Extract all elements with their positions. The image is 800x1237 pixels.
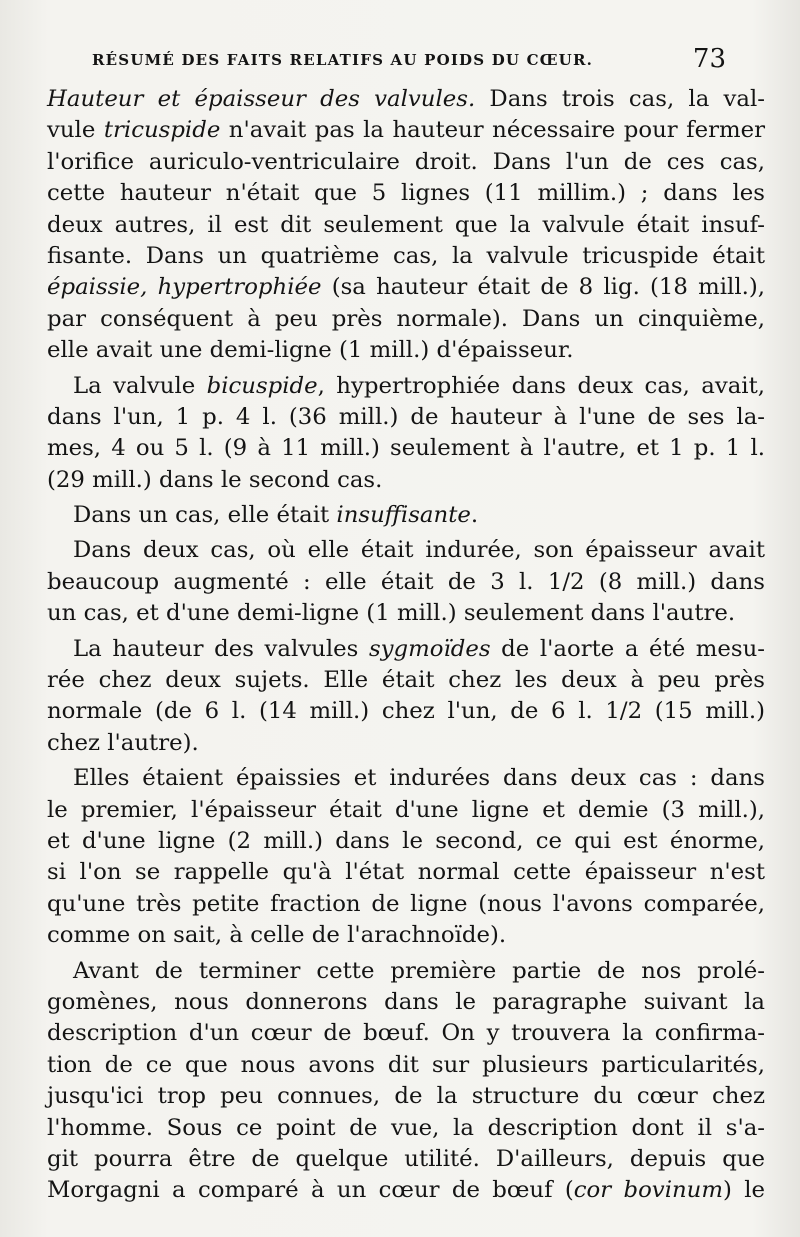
text-segment: dans l'un, 1 p. 4 l. (36 mill.) de hauteur à l'une de ses la- bbox=[47, 403, 765, 430]
text-segment: tion de ce que nous avons dit sur plusieurs particularités, bbox=[47, 1051, 765, 1078]
text-line bbox=[47, 500, 765, 531]
text-line bbox=[47, 696, 765, 727]
text-segment: Dans trois cas, la val- bbox=[475, 86, 765, 112]
text-segment: fisante. Dans un quatrième cas, la valvule tricuspide était bbox=[47, 242, 765, 269]
text-line bbox=[47, 147, 765, 178]
text-segment: description d'un cœur de bœuf. On y trouvera la confirma- bbox=[47, 1020, 765, 1047]
text-line bbox=[47, 857, 765, 888]
text-segment: comme on sait, à celle de l'arachnoïde). bbox=[47, 922, 507, 949]
text-line bbox=[47, 402, 765, 433]
text-line bbox=[47, 826, 765, 857]
running-head bbox=[92, 44, 726, 76]
text-line bbox=[47, 84, 765, 115]
text-segment: . bbox=[470, 502, 479, 529]
italic-text: épaissie, hypertrophiée bbox=[47, 274, 322, 301]
text-segment: Dans deux cas, où elle était indurée, son épaisseur avait bbox=[73, 537, 765, 564]
text-line bbox=[47, 920, 765, 951]
text-line bbox=[47, 371, 765, 402]
text-segment: le premier, l'épaisseur était d'une ligne et demie (3 mill.), bbox=[47, 796, 765, 823]
text-line bbox=[47, 304, 765, 335]
italic-text: insuffisante bbox=[336, 502, 471, 529]
text-line bbox=[47, 1081, 765, 1112]
text-segment: rée chez deux sujets. Elle était chez les deux à peu près bbox=[47, 667, 765, 694]
text-line bbox=[47, 210, 765, 241]
text-segment: elle avait une demi-ligne (1 mill.) d'épaisseur. bbox=[47, 337, 574, 364]
italic-text: bicuspide bbox=[206, 372, 318, 399]
text-line bbox=[47, 987, 765, 1018]
text-segment: , hypertrophiée dans deux cas, avait, bbox=[317, 372, 766, 399]
text-line bbox=[47, 956, 765, 987]
text-segment: et d'une ligne (2 mill.) dans le second, ce qui est énorme, bbox=[47, 827, 765, 854]
text-segment: l'orifice auriculo-ventriculaire droit. Dans l'un de ces cas, bbox=[47, 148, 765, 175]
text-segment: par conséquent à peu près normale). Dans un cinquième, bbox=[47, 305, 765, 332]
text-segment: git pourra être de quelque utilité. D'ailleurs, depuis que bbox=[47, 1145, 765, 1172]
text-line bbox=[47, 115, 765, 146]
text-segment: mes, 4 ou 5 l. (9 à 11 mill.) seulement à l'autre, et 1 p. 1 l. bbox=[47, 435, 765, 462]
text-line bbox=[47, 1018, 765, 1049]
text-segment: vule bbox=[47, 117, 104, 144]
text-line bbox=[47, 567, 765, 598]
text-line bbox=[47, 535, 765, 566]
italic-text: cor bovinum bbox=[573, 1177, 723, 1204]
text-line bbox=[47, 763, 765, 794]
text-segment: un cas, et d'une demi-ligne (1 mill.) seulement dans l'autre. bbox=[47, 600, 736, 627]
text-segment: Morgagni a comparé à un cœur de bœuf ( bbox=[47, 1177, 574, 1204]
text-line bbox=[47, 728, 765, 759]
italic-text: Hauteur et épaisseur des valvules. bbox=[47, 86, 476, 112]
text-segment: (29 mill.) dans le second cas. bbox=[47, 466, 383, 493]
text-line bbox=[47, 241, 765, 272]
text-segment: n'avait pas la hauteur nécessaire pour fermer bbox=[220, 117, 765, 144]
italic-text: sygmoïdes bbox=[368, 635, 491, 662]
text-line bbox=[47, 665, 765, 696]
text-segment: Dans un cas, elle était bbox=[73, 502, 337, 529]
text-line bbox=[47, 634, 765, 665]
text-line bbox=[47, 889, 765, 920]
text-line bbox=[47, 433, 765, 464]
text-segment: jusqu'ici trop peu connues, de la structure du cœur chez bbox=[47, 1083, 765, 1110]
text-segment: gomènes, nous donnerons dans le paragraphe suivant la bbox=[47, 988, 765, 1015]
text-line bbox=[47, 598, 765, 629]
text-line bbox=[47, 1113, 765, 1144]
text-segment: ) le bbox=[722, 1177, 765, 1204]
text-segment: de l'aorte a été mesu- bbox=[490, 635, 765, 662]
text-line bbox=[47, 272, 765, 303]
body-text bbox=[47, 84, 765, 1207]
text-segment: l'homme. Sous ce point de vue, la description dont il s'a- bbox=[47, 1114, 765, 1141]
text-line bbox=[47, 178, 765, 209]
text-segment: qu'une très petite fraction de ligne (nous l'avons comparée, bbox=[47, 890, 765, 917]
text-segment: cette hauteur n'était que 5 lignes (11 millim.) ; dans les bbox=[47, 180, 765, 207]
text-line bbox=[47, 1175, 765, 1206]
text-segment: deux autres, il est dit seulement que la valvule était insuf- bbox=[47, 211, 765, 238]
text-line bbox=[47, 1050, 765, 1081]
text-line bbox=[47, 465, 765, 496]
text-segment: normale (de 6 l. (14 mill.) chez l'un, de 6 l. 1/2 (15 mill.) bbox=[47, 698, 765, 725]
text-segment: (sa hauteur était de 8 lig. (18 mill.), bbox=[321, 274, 766, 301]
italic-text: tricuspide bbox=[103, 117, 221, 144]
page-number: 73 bbox=[692, 44, 726, 74]
text-segment: chez l'autre). bbox=[47, 729, 199, 756]
text-line bbox=[47, 1144, 765, 1175]
text-line bbox=[47, 795, 765, 826]
text-segment: si l'on se rappelle qu'à l'état normal cette épaisseur n'est bbox=[47, 859, 765, 886]
text-segment: La valvule bbox=[73, 372, 207, 399]
running-title: RÉSUMÉ DES FAITS RELATIFS AU POIDS DU CŒUR. bbox=[92, 51, 594, 69]
text-segment: La hauteur des valvules bbox=[73, 635, 369, 662]
text-line bbox=[47, 335, 765, 366]
text-segment: Elles étaient épaissies et indurées dans deux cas : dans bbox=[73, 765, 765, 792]
text-segment: beaucoup augmenté : elle était de 3 l. 1/2 (8 mill.) dans bbox=[47, 568, 765, 595]
text-segment: Avant de terminer cette première partie de nos prolé- bbox=[73, 957, 765, 984]
